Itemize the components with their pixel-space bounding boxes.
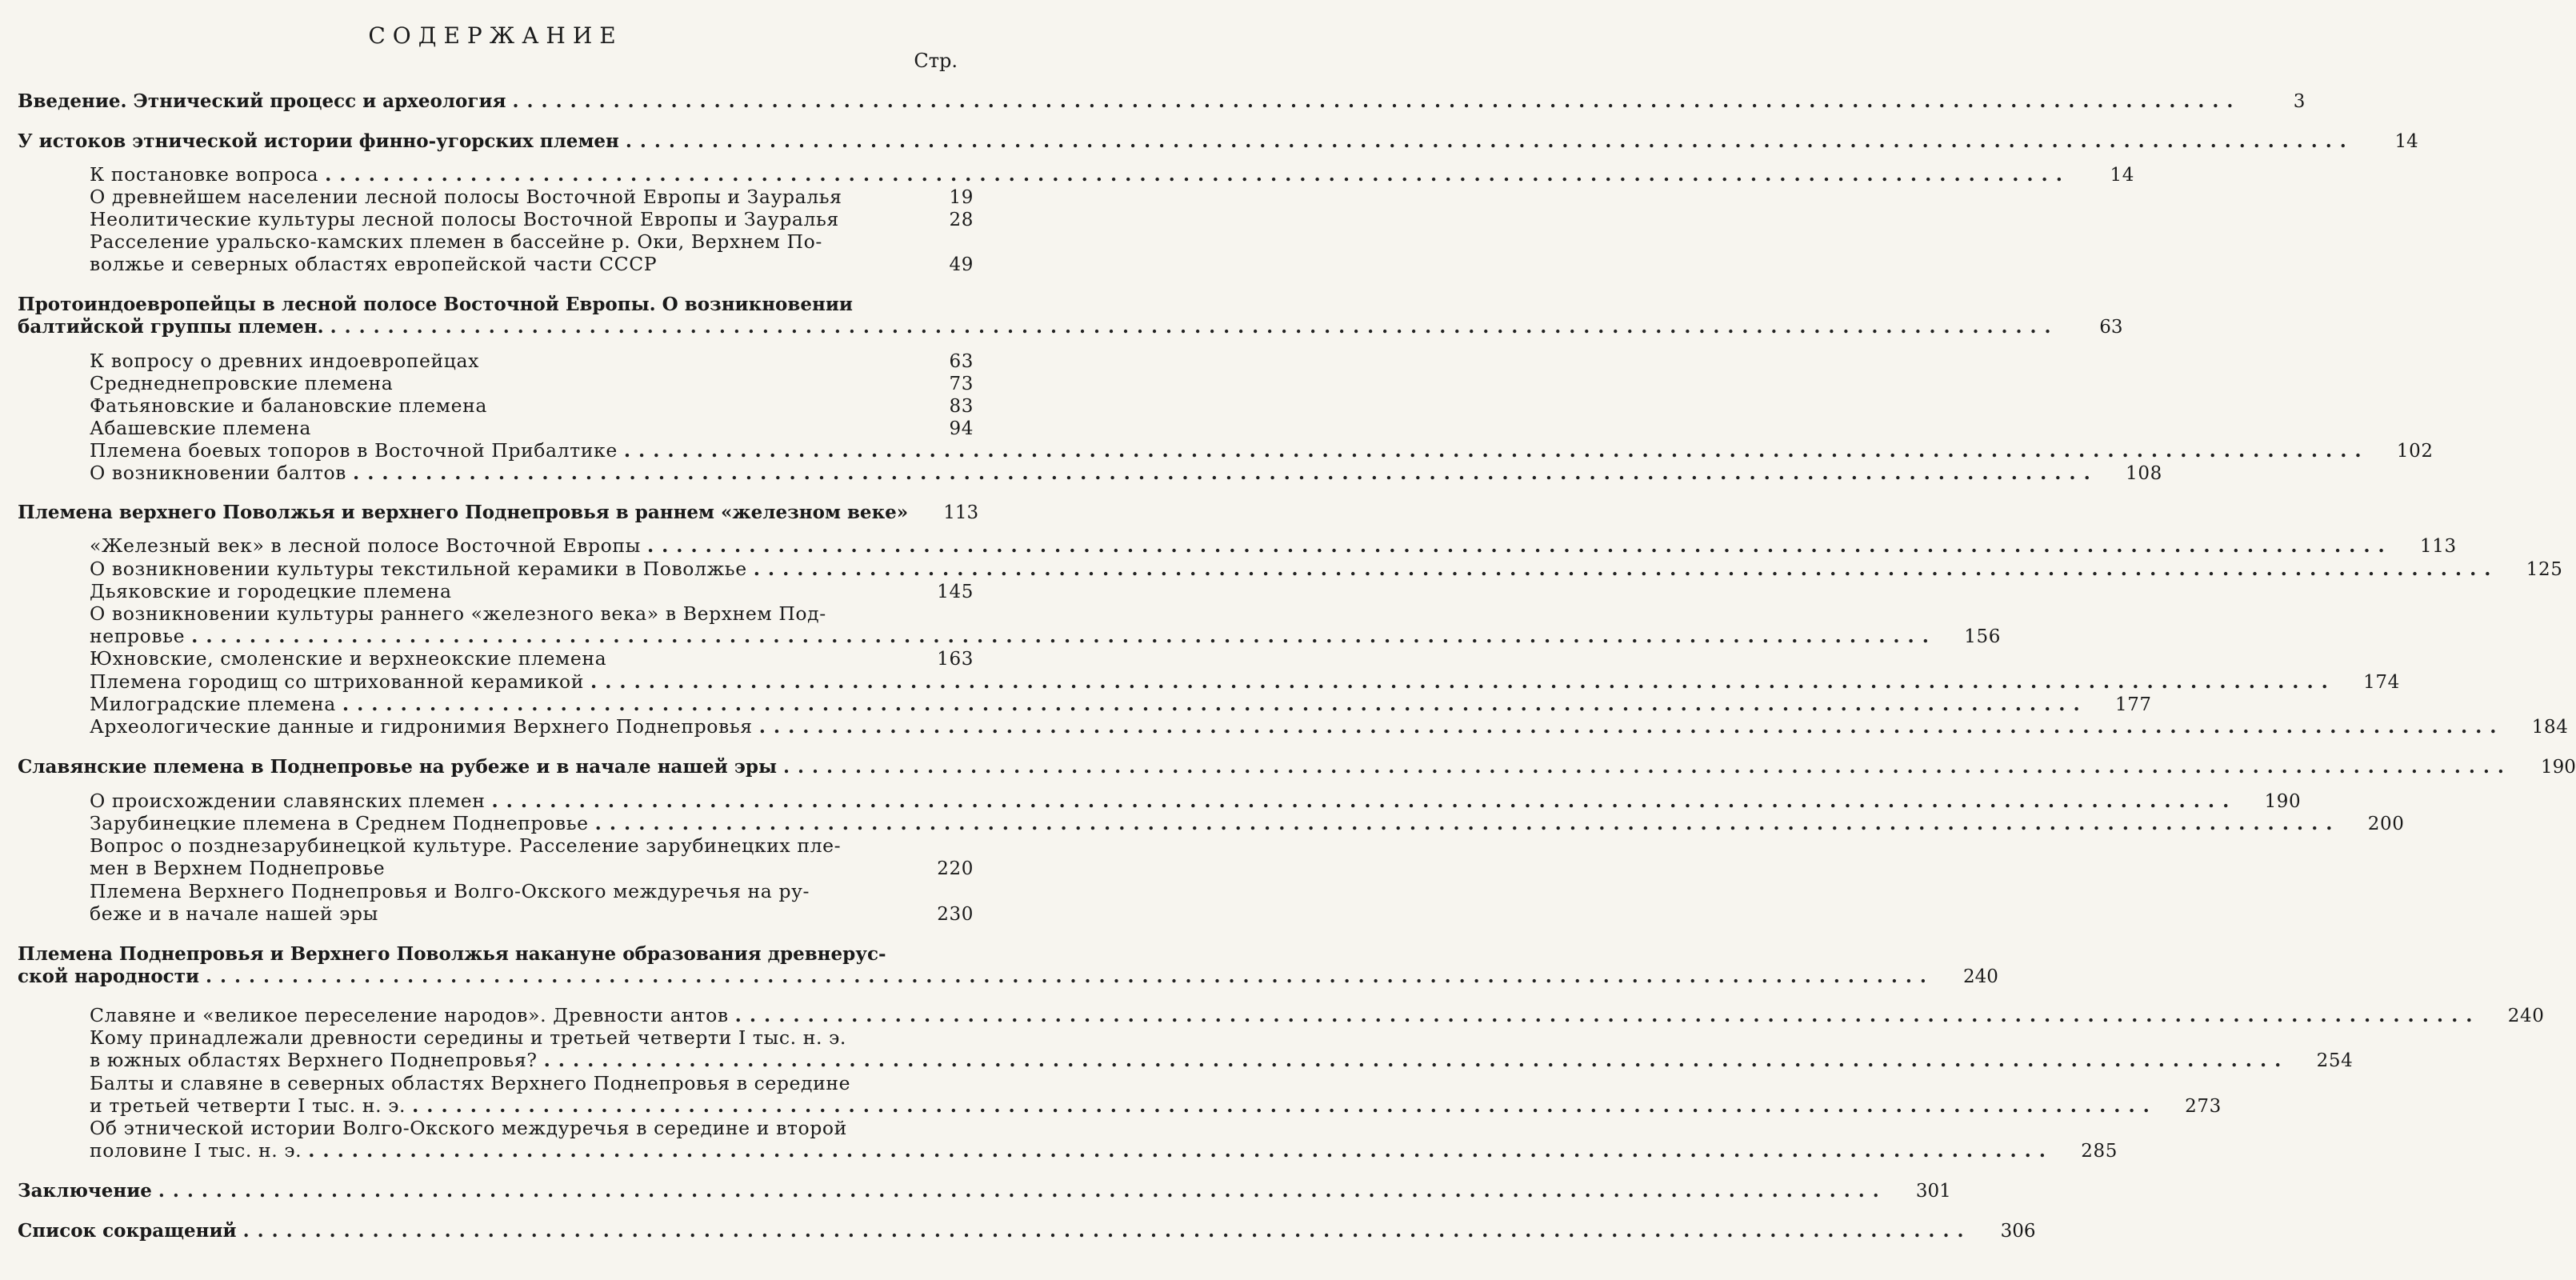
toc-chapter-line — [18, 755, 2576, 778]
toc-entry-title: Племена городищ со штрихованной керамикой — [90, 670, 585, 693]
toc-entry-title: Абашевские племена — [90, 417, 311, 439]
toc-section-line — [90, 1072, 974, 1094]
toc-page-number: 301 — [1915, 1181, 1951, 1202]
toc-entry-title: беже и в начале нашей эры — [90, 902, 378, 925]
toc-page-number: 83 — [949, 396, 974, 417]
toc-page-number: 200 — [2367, 814, 2405, 834]
toc-entry-title: Славянские племена в Поднепровье на рубеже и в начале нашей эры — [18, 756, 777, 778]
toc-section-line — [90, 394, 974, 417]
dot-leader: ........................................................................................................................ — [353, 462, 2098, 484]
toc-section-line — [90, 693, 2152, 715]
toc-entry-title: непровье — [90, 625, 186, 647]
toc-page-number: 14 — [2394, 131, 2418, 152]
toc-entry-title: волжье и северных областях европейской части СССР — [90, 253, 658, 275]
toc-entry-title: половине I тыс. н. э. — [90, 1139, 302, 1162]
toc-entry-title: О возникновении культуры текстильной керамики в Поволжье — [90, 558, 747, 580]
toc-chapter-line — [18, 90, 2306, 112]
toc-page-number: 3 — [2293, 91, 2306, 112]
toc-entry-title: Дьяковские и городецкие племена — [90, 580, 452, 602]
toc-section-line — [90, 1094, 2222, 1117]
dot-leader: ........................................................................................................................ — [412, 1094, 2158, 1117]
toc-entry-title: Славяне и «великое переселение народов». Древности антов — [90, 1004, 729, 1026]
toc-section-line — [90, 902, 974, 925]
toc-page-number: 108 — [2126, 463, 2162, 484]
toc-section-line — [90, 208, 974, 230]
toc-section-line — [90, 558, 2563, 580]
dot-leader: ........................................................................................................................ — [594, 812, 2341, 834]
toc-entry-title: Археологические данные и гидронимия Верхнего Поднепровья — [90, 715, 753, 738]
dot-leader: ........................................................................................................................ — [242, 1220, 1972, 1242]
page-column-label: Стр. — [914, 50, 958, 72]
toc-page-number: 174 — [2363, 672, 2400, 693]
toc-page-number: 163 — [937, 649, 974, 670]
toc-entry-title: Список сокращений — [18, 1220, 237, 1242]
toc-section-line — [90, 186, 974, 208]
toc-section-line — [90, 372, 974, 394]
dot-leader: ........................................................................................................................ — [491, 790, 2238, 812]
toc-section-line — [90, 602, 974, 625]
toc-page-number: 102 — [2396, 441, 2434, 462]
toc-entry-title: и третьей четверти I тыс. н. э. — [90, 1094, 406, 1117]
toc-entry-title: О происхождении славянских племен — [90, 790, 486, 812]
toc-chapter-line — [18, 130, 2418, 152]
toc-chapter-line — [18, 293, 974, 315]
toc-section-line — [90, 230, 974, 253]
toc-page-number: 73 — [949, 374, 974, 394]
toc-section-line — [90, 417, 974, 439]
toc-chapter-line — [18, 501, 979, 523]
toc-page-number: 14 — [2110, 165, 2134, 186]
toc-page-number: 113 — [2420, 536, 2457, 557]
dot-leader: ........................................................................................................................ — [623, 439, 2370, 462]
toc-page-number: 240 — [1963, 966, 1998, 987]
toc-page-number: 125 — [2526, 559, 2563, 580]
toc-section-line — [90, 1004, 2545, 1026]
toc-section-line — [90, 1117, 974, 1139]
toc-section-line — [90, 670, 2400, 693]
toc-entry-title: Племена Поднепровья и Верхнего Поволжья накануне образования древнерус- — [18, 943, 886, 965]
toc-page-number: 63 — [2099, 317, 2123, 338]
toc-section-line — [90, 790, 2302, 812]
dot-leader: ........................................................................................................................ — [783, 756, 2512, 778]
toc-entry-title: Племена верхнего Поволжья и верхнего Поднепровья в раннем «железном веке» — [18, 502, 909, 523]
toc-page-number: 190 — [2540, 757, 2576, 778]
dot-leader: ........................................................................................................................ — [646, 534, 2393, 557]
toc-entry-title: Зарубинецкие племена в Среднем Поднепровье — [90, 812, 589, 834]
toc-page-number: 156 — [1964, 626, 2001, 647]
toc-page-number: 113 — [943, 502, 979, 523]
toc-entry-title: ской народности — [18, 966, 200, 987]
toc-entry-title: мен в Верхнем Поднепровье — [90, 857, 386, 879]
toc-entry-title: балтийской группы племен. — [18, 316, 324, 338]
toc-entry-title: в южных областях Верхнего Поднепровья? — [90, 1049, 538, 1071]
toc-entry-title: Протоиндоевропейцы в лесной полосе Восточной Европы. О возникновении — [18, 294, 853, 315]
page-title: СОДЕРЖАНИЕ — [368, 22, 623, 49]
toc-section-line — [90, 439, 2434, 462]
dot-leader: ........................................................................................................................ — [206, 966, 1934, 987]
toc-entry-title: Вопрос о позднезарубинецкой культуре. Расселение зарубинецких пле- — [90, 834, 842, 857]
toc-section-line — [90, 1026, 974, 1049]
dot-leader: ........................................................................................................................ — [308, 1139, 2054, 1162]
toc-entry-title: О возникновении культуры раннего «железного века» в Верхнем Под- — [90, 602, 826, 625]
toc-entry-title: К вопросу о древних индоевропейцах — [90, 350, 479, 372]
toc-entry-title: Фатьяновские и балановские племена — [90, 394, 487, 417]
toc-entry-title: Юхновские, смоленские и верхнеокские племена — [90, 647, 607, 670]
toc-page-number: 49 — [949, 254, 974, 275]
toc-entry-title: Кому принадлежали древности середины и третьей четверти I тыс. н. э. — [90, 1026, 846, 1049]
toc-section-line — [90, 880, 974, 902]
toc-entry-title: У истоков этнической истории финно-угорских племен — [18, 130, 619, 152]
toc-chapter-line — [18, 1179, 1951, 1202]
toc-chapter-line — [18, 942, 974, 965]
toc-page-number: 184 — [2531, 717, 2569, 738]
dot-leader: ........................................................................................................................ — [625, 130, 2354, 152]
toc-chapter-line — [18, 965, 1998, 987]
toc-entry-title: Расселение уральско-камских племен в бассейне р. Оки, Верхнем По- — [90, 230, 822, 253]
toc-page-number: 19 — [949, 187, 974, 208]
toc-chapter-line — [18, 315, 2123, 338]
toc-section-line — [90, 534, 2457, 557]
toc-entry-title: Племена боевых топоров в Восточной Прибалтике — [90, 439, 618, 462]
dot-leader: ........................................................................................................................ — [191, 625, 1937, 647]
toc-section-line — [90, 163, 2134, 186]
toc-entry-title: «Железный век» в лесной полосе Восточной Европы — [90, 534, 641, 557]
toc-section-line — [90, 1139, 2118, 1162]
dot-leader: ........................................................................................................................ — [512, 90, 2242, 112]
toc-page-number: 230 — [937, 904, 974, 925]
dot-leader: ........................................................................................................................ — [734, 1004, 2481, 1026]
toc-section-line — [90, 350, 974, 372]
toc-entry-title: Заключение — [18, 1180, 152, 1202]
toc-entry-title: Балты и славяне в северных областях Верхнего Поднепровья в середине — [90, 1072, 851, 1094]
toc-page-number: 28 — [949, 210, 974, 230]
toc-section-line — [90, 580, 974, 602]
toc-page-number: 145 — [937, 582, 974, 602]
toc-page-number: 220 — [937, 858, 974, 879]
dot-leader: ........................................................................................................................ — [158, 1180, 1887, 1202]
toc-entry-title: Неолитические культуры лесной полосы Восточной Европы и Зауралья — [90, 208, 839, 230]
dot-leader: ........................................................................................................................ — [590, 670, 2336, 693]
toc-section-line — [90, 1049, 2354, 1071]
dot-leader: ........................................................................................................................ — [543, 1049, 2290, 1071]
toc-page-number: 177 — [2114, 694, 2152, 715]
toc-page-number: 63 — [949, 351, 974, 372]
toc-entry-title: О возникновении балтов — [90, 462, 347, 484]
toc-entry-title: К постановке вопроса — [90, 163, 319, 186]
toc-section-line — [90, 857, 974, 879]
dot-leader: ........................................................................................................................ — [753, 558, 2499, 580]
toc-page-number: 240 — [2507, 1006, 2545, 1026]
toc-entry-title: Об этнической истории Волго-Окского междуречья в середине и второй — [90, 1117, 847, 1139]
toc-section-line — [90, 462, 2162, 484]
dot-leader: ........................................................................................................................ — [325, 163, 2070, 186]
toc-section-line — [90, 625, 2001, 647]
dot-leader: ........................................................................................................................ — [342, 693, 2088, 715]
dot-leader: ........................................................................................................................ — [758, 715, 2505, 738]
toc-chapter-line — [18, 1219, 2036, 1242]
toc-page-number: 254 — [2316, 1050, 2354, 1071]
toc-page-number: 306 — [2000, 1221, 2036, 1242]
toc-page-number: 273 — [2185, 1096, 2222, 1117]
toc-entry-title: О древнейшем населении лесной полосы Восточной Европы и Зауралья — [90, 186, 842, 208]
toc-section-line — [90, 812, 2405, 834]
toc-section-line — [90, 834, 974, 857]
toc-entry-title: Введение. Этнический процесс и археология — [18, 90, 506, 112]
toc-section-line — [90, 715, 2569, 738]
toc-page-number: 94 — [949, 418, 974, 439]
dot-leader: ........................................................................................................................ — [330, 316, 2059, 338]
toc-entry-title: Племена Верхнего Поднепровья и Волго-Окского междуречья на ру- — [90, 880, 810, 902]
toc-page-number: 285 — [2081, 1141, 2118, 1162]
toc-section-line — [90, 647, 974, 670]
toc-page-number: 190 — [2264, 791, 2302, 812]
toc-entry-title: Среднеднепровские племена — [90, 372, 394, 394]
toc-entry-title: Милоградские племена — [90, 693, 336, 715]
toc-section-line — [90, 253, 974, 275]
